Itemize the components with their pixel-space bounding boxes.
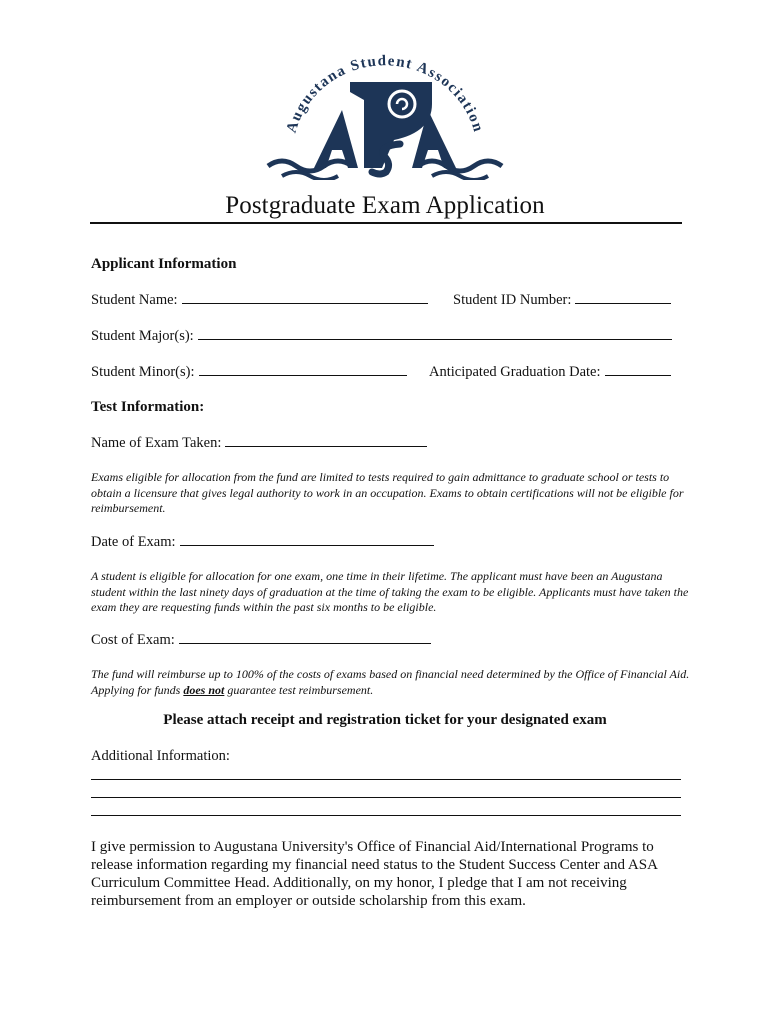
additional-info-line-2[interactable] xyxy=(91,797,681,798)
exam-eligibility-note: Exams eligible for allocation from the fund are limited to tests required to gain admittance to graduate school or tests to obtain a licensure that gives legal authority to work in an occupation. Exams to obtain certifications will not be eligible for reimbursement. xyxy=(91,470,684,515)
exam-date-label: Date of Exam: xyxy=(91,534,176,550)
exam-name-label: Name of Exam Taken: xyxy=(91,435,222,451)
grad-date-label: Anticipated Graduation Date: xyxy=(429,364,601,380)
exam-date-field[interactable] xyxy=(91,533,434,551)
grad-date-field[interactable] xyxy=(429,363,671,381)
title-divider xyxy=(90,222,682,224)
student-name-line[interactable] xyxy=(182,291,428,304)
reimbursement-note-text-b: guarantee test reimbursement. xyxy=(224,682,374,697)
form-title: Postgraduate Exam Application xyxy=(225,192,545,219)
minor-field[interactable] xyxy=(91,363,407,381)
minor-line[interactable] xyxy=(199,363,407,376)
additional-info-label: Additional Information: xyxy=(91,748,230,764)
exam-cost-field[interactable] xyxy=(91,631,431,649)
student-name-label: Student Name: xyxy=(91,292,178,308)
attach-receipt-notice: Please attach receipt and registration ticket for your designated exam xyxy=(163,712,607,728)
student-id-line[interactable] xyxy=(575,291,671,304)
test-section-heading: Test Information: xyxy=(91,399,205,415)
student-eligibility-note: A student is eligible for allocation for one exam, one time in their lifetime. The applicant must have been an Augustana student within the last ninety days of graduation at the time of taking the exam to be eligible. Applicants must have taken the exam they are requesting funds within the past six months to be eligible. xyxy=(91,569,689,614)
exam-name-line[interactable] xyxy=(225,434,427,447)
asa-logo xyxy=(262,40,508,180)
reimbursement-note-emphasis: does not xyxy=(183,682,225,697)
student-name-field[interactable] xyxy=(91,291,428,309)
minor-label: Student Minor(s): xyxy=(91,364,195,380)
exam-cost-label: Cost of Exam: xyxy=(91,632,175,648)
exam-date-line[interactable] xyxy=(180,533,434,546)
major-line[interactable] xyxy=(198,327,672,340)
grad-date-line[interactable] xyxy=(605,363,671,376)
reimbursement-note xyxy=(91,667,691,698)
reimbursement-note-text-a: The fund will reimburse up to 100% of the costs of exams based on financial need determined by the Office of Financial Aid. Applying for funds xyxy=(91,667,690,697)
exam-cost-line[interactable] xyxy=(179,631,431,644)
student-id-label: Student ID Number: xyxy=(453,292,572,308)
student-id-field[interactable] xyxy=(453,291,671,309)
permission-statement: I give permission to Augustana University's Office of Financial Aid/International Programs to release information regarding my financial need status to the Student Success Center and ASA Curriculum Committee Head. Additionally, on my honor, I pledge that I am not receiving reimbursement from an employer or outside scholarship from this exam. xyxy=(91,839,658,909)
additional-info-line-3[interactable] xyxy=(91,815,681,816)
logo-arc-text: Augustana Student Association xyxy=(283,53,487,135)
applicant-section-heading: Applicant Information xyxy=(91,256,237,272)
exam-name-field[interactable] xyxy=(91,434,427,452)
major-field[interactable] xyxy=(91,327,672,345)
major-label: Student Major(s): xyxy=(91,328,194,344)
additional-info-line-1[interactable] xyxy=(91,779,681,780)
